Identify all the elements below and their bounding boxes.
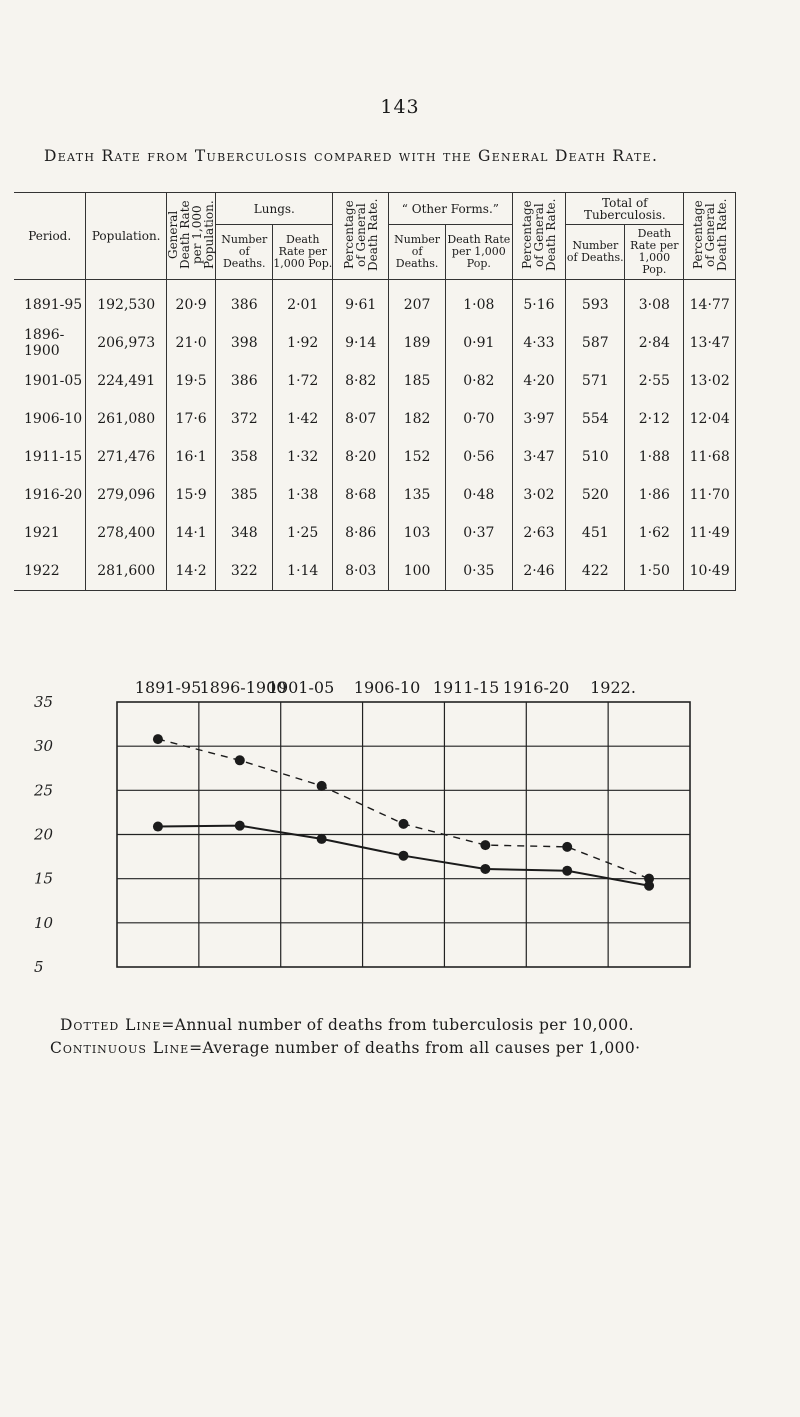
table-cell-o_num: 182 <box>389 400 446 438</box>
table-cell-t_rate: 2·84 <box>625 324 684 362</box>
table-cell-t_rate: 3·08 <box>625 280 684 325</box>
table-cell-o_rate: 0·48 <box>446 476 513 514</box>
table-cell-population: 192,530 <box>86 280 167 325</box>
table-cell-o_pct: 2·63 <box>512 514 566 552</box>
table-cell-t_pct: 11·68 <box>684 438 736 476</box>
table-cell-t_num: 510 <box>566 438 625 476</box>
dotted-line-point <box>235 755 245 765</box>
legend-continuous <box>50 1039 770 1057</box>
header-other-number: Number of Deaths. <box>389 225 446 280</box>
y-tick-label: 10 <box>34 913 54 932</box>
dotted-line-point <box>562 842 572 852</box>
table-cell-o_rate: 0·56 <box>446 438 513 476</box>
table-cell-l_num: 386 <box>216 362 273 400</box>
y-tick-label: 35 <box>34 693 54 711</box>
table-cell-t_pct: 11·70 <box>684 476 736 514</box>
death-rate-table <box>14 192 736 591</box>
table-cell-period: 1901-05 <box>14 362 86 400</box>
table-cell-o_pct: 4·20 <box>512 362 566 400</box>
table-cell-t_rate: 1·62 <box>625 514 684 552</box>
x-tick-label: 1891-95 <box>134 678 202 697</box>
table-cell-general: 20·9 <box>166 280 215 325</box>
y-tick-label: 5 <box>34 958 44 976</box>
table-cell-o_rate: 0·70 <box>446 400 513 438</box>
table-cell-general: 16·1 <box>166 438 215 476</box>
header-lungs-percentage: Percentage of General Death Rate. <box>333 193 389 280</box>
table-cell-t_pct: 10·49 <box>684 552 736 591</box>
header-other-rate: Death Rate per 1,000 Pop. <box>446 225 513 280</box>
table-cell-l_rate: 1·42 <box>273 400 333 438</box>
table-cell-period: 1906-10 <box>14 400 86 438</box>
header-total: Total of Tuberculosis. <box>566 193 684 225</box>
header-other-forms: “ Other Forms.” <box>389 193 512 225</box>
legend-continuous-text: =Average number of deaths from all causes per 1,000· <box>189 1039 641 1057</box>
table-cell-o_rate: 0·37 <box>446 514 513 552</box>
table-cell-l_pct: 9·61 <box>333 280 389 325</box>
table-cell-general: 19·5 <box>166 362 215 400</box>
table-cell-period: 1916-20 <box>14 476 86 514</box>
dotted-line-point <box>153 734 163 744</box>
table-cell-t_pct: 12·04 <box>684 400 736 438</box>
table-cell-l_rate: 2·01 <box>273 280 333 325</box>
table-cell-period: 1921 <box>14 514 86 552</box>
continuous-line-point <box>399 851 409 861</box>
table-cell-general: 15·9 <box>166 476 215 514</box>
table-cell-general: 14·2 <box>166 552 215 591</box>
table-cell-population: 278,400 <box>86 514 167 552</box>
legend-dotted <box>60 1016 780 1034</box>
table-cell-o_pct: 5·16 <box>512 280 566 325</box>
table-row <box>14 400 736 438</box>
x-tick-label: 1901-05 <box>267 678 335 697</box>
table-cell-o_pct: 3·97 <box>512 400 566 438</box>
table-cell-l_rate: 1·38 <box>273 476 333 514</box>
table-cell-l_num: 386 <box>216 280 273 325</box>
table-cell-l_rate: 1·72 <box>273 362 333 400</box>
x-tick-label: 1916-20 <box>502 678 570 697</box>
table-row <box>14 476 736 514</box>
table-cell-l_pct: 8·07 <box>333 400 389 438</box>
table-cell-period: 1896-1900 <box>14 324 86 362</box>
legend-continuous-key: Continuous Line <box>50 1039 190 1057</box>
table-cell-population: 261,080 <box>86 400 167 438</box>
x-tick-label: 1922. <box>590 678 636 697</box>
y-tick-label: 25 <box>34 781 54 800</box>
y-tick-label: 20 <box>34 825 54 844</box>
table-cell-l_num: 358 <box>216 438 273 476</box>
table-cell-t_num: 520 <box>566 476 625 514</box>
header-population: Population. <box>86 193 167 280</box>
table-cell-o_rate: 0·35 <box>446 552 513 591</box>
header-period: Period. <box>14 193 86 280</box>
table-cell-t_pct: 14·77 <box>684 280 736 325</box>
table-cell-t_num: 422 <box>566 552 625 591</box>
table-cell-o_rate: 1·08 <box>446 280 513 325</box>
table-cell-general: 14·1 <box>166 514 215 552</box>
table-cell-o_num: 100 <box>389 552 446 591</box>
table-cell-l_rate: 1·14 <box>273 552 333 591</box>
table-cell-l_rate: 1·32 <box>273 438 333 476</box>
table-cell-o_rate: 0·91 <box>446 324 513 362</box>
table-cell-population: 224,491 <box>86 362 167 400</box>
continuous-line-point <box>153 822 163 832</box>
table-cell-l_rate: 1·25 <box>273 514 333 552</box>
table-cell-population: 279,096 <box>86 476 167 514</box>
header-total-rate: Death Rate per 1,000 Pop. <box>625 225 684 280</box>
table-cell-population: 206,973 <box>86 324 167 362</box>
header-lungs-number: Number of Deaths. <box>216 225 273 280</box>
table-cell-population: 271,476 <box>86 438 167 476</box>
table-cell-t_pct: 13·47 <box>684 324 736 362</box>
table-row <box>14 362 736 400</box>
legend-dotted-key: Dotted Line <box>60 1016 162 1034</box>
tuberculosis-chart <box>0 690 800 990</box>
table-cell-o_num: 152 <box>389 438 446 476</box>
table-cell-t_num: 587 <box>566 324 625 362</box>
table-cell-o_pct: 3·47 <box>512 438 566 476</box>
header-other-percentage: Percentage of General Death Rate. <box>512 193 566 280</box>
table-cell-l_pct: 8·20 <box>333 438 389 476</box>
table-cell-t_pct: 11·49 <box>684 514 736 552</box>
table-row <box>14 280 736 325</box>
table-cell-population: 281,600 <box>86 552 167 591</box>
table-cell-t_rate: 1·50 <box>625 552 684 591</box>
table-cell-period: 1891-95 <box>14 280 86 325</box>
x-tick-label: 1911-15 <box>432 678 500 697</box>
table-cell-general: 21·0 <box>166 324 215 362</box>
continuous-line-point <box>317 834 327 844</box>
table-cell-o_pct: 2·46 <box>512 552 566 591</box>
table-cell-o_pct: 3·02 <box>512 476 566 514</box>
table-cell-o_rate: 0·82 <box>446 362 513 400</box>
table-cell-period: 1911-15 <box>14 438 86 476</box>
x-tick-label: 1906-10 <box>353 678 421 697</box>
table-cell-l_num: 398 <box>216 324 273 362</box>
table-row <box>14 438 736 476</box>
table-cell-o_pct: 4·33 <box>512 324 566 362</box>
table-cell-l_pct: 9·14 <box>333 324 389 362</box>
table-cell-l_pct: 8·86 <box>333 514 389 552</box>
table-cell-t_num: 593 <box>566 280 625 325</box>
table-cell-o_num: 103 <box>389 514 446 552</box>
continuous-line-point <box>644 881 654 891</box>
table-cell-o_num: 185 <box>389 362 446 400</box>
table-cell-period: 1922 <box>14 552 86 591</box>
table-cell-l_num: 372 <box>216 400 273 438</box>
table-cell-o_num: 189 <box>389 324 446 362</box>
page-title: Death Rate from Tuberculosis compared with the General Death Rate. <box>44 147 659 165</box>
x-tick-label: 1896-1900 <box>199 678 287 697</box>
dotted-line-point <box>480 840 490 850</box>
table-cell-t_num: 571 <box>566 362 625 400</box>
header-lungs-rate: Death Rate per 1,000 Pop. <box>273 225 333 280</box>
table-cell-t_num: 554 <box>566 400 625 438</box>
dotted-line-point <box>399 819 409 829</box>
table-cell-l_pct: 8·82 <box>333 362 389 400</box>
table-cell-t_rate: 2·12 <box>625 400 684 438</box>
table-cell-t_rate: 2·55 <box>625 362 684 400</box>
table-cell-l_pct: 8·03 <box>333 552 389 591</box>
table-cell-t_rate: 1·88 <box>625 438 684 476</box>
table-cell-t_num: 451 <box>566 514 625 552</box>
page-number: 143 <box>380 96 420 118</box>
header-total-number: Number of Deaths. <box>566 225 625 280</box>
continuous-line-point <box>562 866 572 876</box>
table-row <box>14 324 736 362</box>
dotted-line-point <box>317 781 327 791</box>
y-tick-label: 30 <box>34 737 54 756</box>
table-cell-o_num: 135 <box>389 476 446 514</box>
table-cell-general: 17·6 <box>166 400 215 438</box>
table-cell-o_num: 207 <box>389 280 446 325</box>
table-row <box>14 514 736 552</box>
header-lungs: Lungs. <box>216 193 333 225</box>
legend-dotted-text: =Annual number of deaths from tuberculosis per 10,000. <box>161 1016 634 1034</box>
continuous-line-point <box>235 821 245 831</box>
table-cell-l_pct: 8·68 <box>333 476 389 514</box>
continuous-line-point <box>480 864 490 874</box>
header-total-percentage: Percentage of General Death Rate. <box>684 193 736 280</box>
table-cell-l_num: 322 <box>216 552 273 591</box>
table-cell-l_num: 348 <box>216 514 273 552</box>
table-row <box>14 552 736 591</box>
y-tick-label: 15 <box>34 869 54 888</box>
table-cell-t_rate: 1·86 <box>625 476 684 514</box>
header-general-rate: General Death Rate per 1,000 Population. <box>166 193 215 280</box>
table-cell-l_rate: 1·92 <box>273 324 333 362</box>
table-cell-t_pct: 13·02 <box>684 362 736 400</box>
table-cell-l_num: 385 <box>216 476 273 514</box>
